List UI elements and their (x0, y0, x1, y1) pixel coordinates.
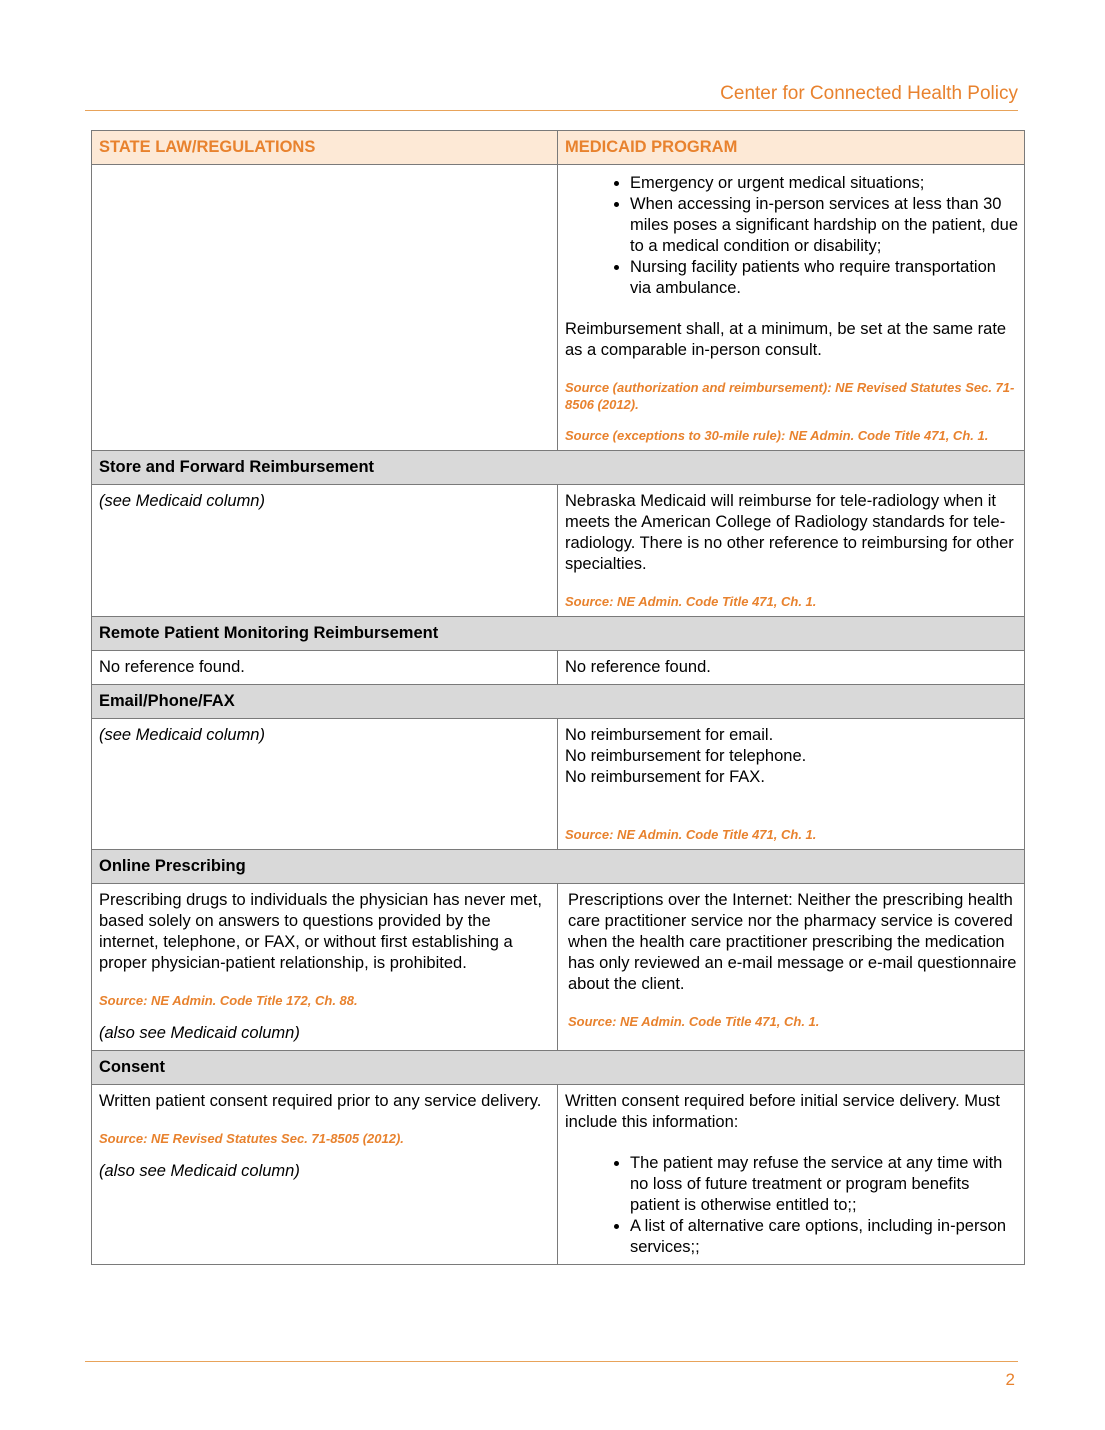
consent-requirements-list (565, 1153, 1018, 1258)
section-heading-online-prescribing: Online Prescribing (92, 850, 1025, 884)
medicaid-text: Prescriptions over the Internet: Neither the prescribing health care practitioner service nor the pharmacy service is covered when the health care practitioner prescribing the medication has only reviewed an e-mail message or e-mail questionnaire about the client. (568, 891, 1017, 993)
medicaid-line: No reimbursement for telephone. (565, 747, 807, 765)
page-number: 2 (1005, 1370, 1015, 1389)
policy-table (91, 130, 1025, 1265)
column-header-medicaid: MEDICAID PROGRAM (558, 131, 1025, 165)
medicaid-cell: No reference found. (558, 651, 1025, 685)
header-divider (85, 110, 1018, 111)
footer-divider (85, 1361, 1018, 1362)
section-heading-consent: Consent (92, 1051, 1025, 1085)
medicaid-cell (558, 1085, 1025, 1265)
table-row (92, 485, 1025, 617)
table-row (92, 1085, 1025, 1265)
source-citation: Source: NE Revised Statutes Sec. 71-8505 (2012). (99, 1131, 404, 1146)
list-item: • Emergency or urgent medical situations; (630, 173, 1018, 194)
medicaid-cell (558, 719, 1025, 850)
state-text: Prescribing drugs to individuals the physician has never met, based solely on answers to questions provided by the internet, telephone, or FAX, or without first establishing a proper physician-patient relationship, is prohibited. (99, 891, 542, 972)
state-cell (92, 719, 558, 850)
see-medicaid-note: (see Medicaid column) (99, 492, 265, 510)
source-citation: Source: NE Admin. Code Title 471, Ch. 1. (565, 594, 817, 609)
column-header-state-law: STATE LAW/REGULATIONS (92, 131, 558, 165)
medicaid-line: No reimbursement for email. (565, 726, 774, 744)
list-item: • When accessing in-person services at less than 30 miles poses a significant hardship on the patient, due to a medical condition or disability; (630, 194, 1018, 257)
section-row (92, 685, 1025, 719)
table-row (92, 884, 1025, 1051)
source-citation: Source (exceptions to 30-mile rule): NE Admin. Code Title 471, Ch. 1. (565, 428, 989, 443)
table-row (92, 651, 1025, 685)
section-row (92, 1051, 1025, 1085)
state-cell: No reference found. (92, 651, 558, 685)
reimbursement-text: Reimbursement shall, at a minimum, be set at the same rate as a comparable in-person consult. (565, 320, 1007, 359)
section-heading-email-phone-fax: Email/Phone/FAX (92, 685, 1025, 719)
state-cell (92, 1085, 558, 1265)
medicaid-cell (558, 884, 1025, 1051)
section-row (92, 451, 1025, 485)
state-cell (92, 884, 558, 1051)
table-row (92, 719, 1025, 850)
source-citation: Source: NE Admin. Code Title 172, Ch. 88. (99, 993, 358, 1008)
section-heading-remote-monitoring: Remote Patient Monitoring Reimbursement (92, 617, 1025, 651)
state-cell (92, 485, 558, 617)
medicaid-text: Written consent required before initial service delivery. Must include this information: (565, 1092, 1000, 1131)
medicaid-cell (558, 165, 1025, 451)
source-citation: Source (authorization and reimbursement): NE Revised Statutes Sec. 71-8506 (2012). (565, 380, 1015, 412)
section-heading-store-forward: Store and Forward Reimbursement (92, 451, 1025, 485)
table-row (92, 165, 1025, 451)
list-item: • A list of alternative care options, including in-person services;; (630, 1216, 1018, 1258)
see-medicaid-note: (also see Medicaid column) (99, 1024, 300, 1042)
state-text: Written patient consent required prior to any service delivery. (99, 1092, 542, 1110)
section-row (92, 617, 1025, 651)
see-medicaid-note: (also see Medicaid column) (99, 1162, 300, 1180)
document-header-title: Center for Connected Health Policy (720, 83, 1018, 104)
medicaid-cell (558, 485, 1025, 617)
table-header-row (92, 131, 1025, 165)
list-item: • The patient may refuse the service at any time with no loss of future treatment or program benefits patient is otherwise entitled to;; (630, 1153, 1018, 1216)
medicaid-text: Nebraska Medicaid will reimburse for tele-radiology when it meets the American College of Radiology standards for tele-radiology. There is no other reference to reimbursing for other specialties. (565, 492, 1014, 573)
exceptions-list (565, 173, 1018, 299)
section-row (92, 850, 1025, 884)
state-cell-empty (92, 165, 558, 451)
source-citation: Source: NE Admin. Code Title 471, Ch. 1. (568, 1014, 820, 1029)
medicaid-line: No reimbursement for FAX. (565, 768, 765, 786)
list-item: • Nursing facility patients who require transportation via ambulance. (630, 257, 1018, 299)
source-citation: Source: NE Admin. Code Title 471, Ch. 1. (565, 827, 817, 842)
see-medicaid-note: (see Medicaid column) (99, 726, 265, 744)
